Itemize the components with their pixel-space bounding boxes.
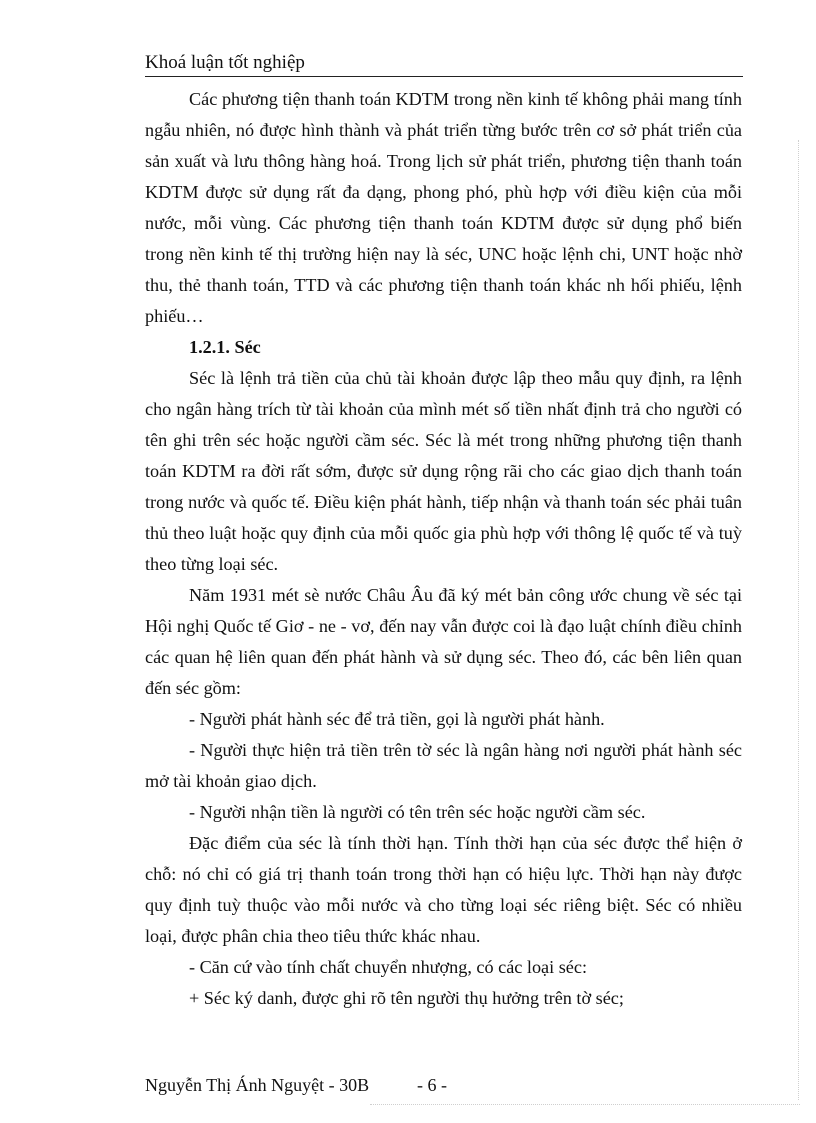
section-heading: 1.2.1. Séc xyxy=(189,337,261,357)
list-item-payee: - Người nhận tiền là người có tên trên séc hoặc người cầm séc. xyxy=(189,802,646,822)
list-item-named-cheque: + Séc ký danh, được ghi rõ tên người thụ hưởng trên tờ séc; xyxy=(189,988,624,1008)
paragraph-cheque-validity: Đặc điểm của séc là tính thời hạn. Tính thời hạn của séc được thể hiện ở chỗ: nó chỉ có giá trị thanh toán trong thời hạn có hiệu lực. Thời hạn này được quy định tuỳ thuộc vào mỗi nước và cho từng loại séc riêng biệt. Séc có nhiều loại, được phân chia theo tiêu thức khác nhau. xyxy=(145,833,742,946)
running-header xyxy=(145,50,743,77)
list-item-transferability: - Căn cứ vào tính chất chuyển nhượng, có các loại séc: xyxy=(189,957,587,977)
header-title: Khoá luận tốt nghiệp xyxy=(145,52,305,73)
paragraph-payment-instruments: Các phương tiện thanh toán KDTM trong nền kinh tế không phải mang tính ngẫu nhiên, nó được hình thành và phát triển từng bước trên cơ sở phát triển của sản xuất và lưu thông hàng hoá. Trong lịch sử phát triển, phương tiện thanh toán KDTM được sử dụng rất đa dạng, phong phó, phù hợp với điều kiện của mỗi nước, mỗi vùng. Các phương tiện thanh toán KDTM được sử dụng phổ biến trong nền kinh tế thị trường hiện nay là séc, UNC hoặc lệnh chi, UNT hoặc nhờ thu, thẻ thanh toán, TTD và các phương tiện thanh toán khác nh hối phiếu, lệnh phiếu… xyxy=(145,89,742,326)
list-item-payer-bank: - Người thực hiện trả tiền trên tờ séc là ngân hàng nơi người phát hành séc mở tài khoản giao dịch. xyxy=(145,740,742,791)
list-item-issuer: - Người phát hành séc để trả tiền, gọi là người phát hành. xyxy=(189,709,605,729)
page-border-bottom xyxy=(370,1104,800,1105)
paragraph-cheque-definition: Séc là lệnh trả tiền của chủ tài khoản được lập theo mẫu quy định, ra lệnh cho ngân hàng trích từ tài khoản của mình mét số tiền nhất định trả cho người có tên ghi trên séc hoặc người cầm séc. Séc là mét trong những phương tiện thanh toán KDTM ra đời rất sớm, được sử dụng rộng rãi cho các giao dịch thanh toán trong nước và quốc tế. Điều kiện phát hành, tiếp nhận và thanh toán séc phải tuân thủ theo luật hoặc quy định của mỗi quốc gia phù hợp với thông lệ quốc tế và tuỳ theo từng loại séc. xyxy=(145,368,742,574)
page-body xyxy=(145,84,742,1014)
page-border-right xyxy=(798,140,799,1100)
footer-author: Nguyễn Thị Ánh Nguyệt - 30B xyxy=(145,1075,370,1095)
page-number: - 6 - xyxy=(417,1075,447,1095)
paragraph-geneva-convention: Năm 1931 mét sè nước Châu Âu đã ký mét bản công ước chung về séc tại Hội nghị Quốc tế Giơ - ne - vơ, đến nay vẫn được coi là đạo luật chính điều chỉnh các quan hệ liên quan đến phát hành và sử dụng séc. Theo đó, các bên liên quan đến séc gồm: xyxy=(145,585,742,698)
running-footer xyxy=(145,1072,705,1098)
